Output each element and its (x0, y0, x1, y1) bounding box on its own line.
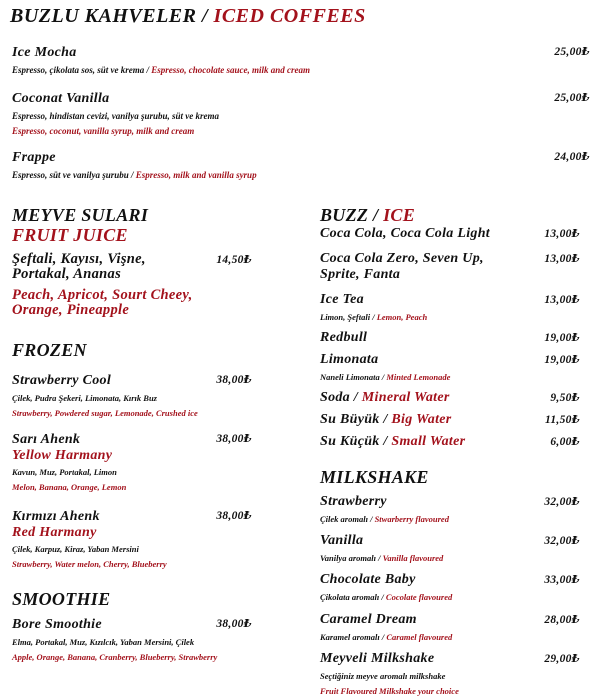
desc-tr: Seçtiğiniz meyve aromalı milkshake (320, 671, 446, 681)
item-price: 38,00₺ (216, 433, 252, 445)
menu-item-fruit-juice (12, 252, 252, 318)
desc-en: Cocolate flavoured (385, 592, 453, 602)
section-title-en: FRUIT JUICE (12, 225, 128, 245)
desc-en: Fruit Flavoured Milkshake your choice (320, 686, 459, 696)
menu-item-strawberry-cool (12, 373, 252, 419)
title-separator: / (368, 205, 384, 225)
item-price: 32,00₺ (544, 535, 580, 547)
section-title-en: ICED COFFEES (213, 5, 366, 27)
item-name-line1: Şeftali, Kayısı, Vişne, (12, 251, 146, 267)
item-name-en: Red Harmany (12, 525, 97, 540)
item-price: 32,00₺ (544, 496, 580, 508)
desc-separator: / (144, 65, 152, 75)
menu-item-su-kucuk (320, 434, 580, 450)
desc-tr: Naneli Limonata (320, 372, 380, 382)
item-name: Bore Smoothie (12, 617, 102, 632)
desc-tr: Espresso, süt ve vanilya şurubu (12, 170, 129, 180)
menu-item-coca-cola (320, 226, 580, 242)
item-price: 6,00₺ (550, 436, 580, 448)
desc-tr: Elma, Portakal, Muz, Kızılcık, Yaban Mersini, Çilek (12, 637, 195, 647)
desc-tr: Çilek, Pudra Şekeri, Limonata, Kırık Buz (12, 393, 157, 403)
item-name: Coca Cola, Coca Cola Light (320, 226, 490, 241)
menu-item-coca-cola-zero (320, 251, 580, 283)
menu-item-caramel-dream (320, 612, 580, 643)
item-price: 24,00₺ (554, 151, 590, 163)
desc-en: Melon, Banana, Orange, Lemon (12, 482, 127, 492)
item-description (320, 311, 580, 323)
item-name: Chocolate Baby (320, 572, 416, 587)
desc-tr: Çikolata aromalı (320, 592, 380, 602)
menu-item-meyveli-milkshake (320, 651, 580, 697)
item-name: Ice Mocha (12, 45, 77, 60)
desc-tr: Vanilya aromalı (320, 553, 376, 563)
item-name-en: Yellow Harmany (12, 448, 113, 463)
desc-en: Espresso, coconut, vanilla syrup, milk and cream (12, 126, 195, 136)
desc-tr: Çilek aromalı (320, 514, 368, 524)
item-name: Sarı Ahenk (12, 432, 81, 447)
item-name: Redbull (320, 330, 368, 345)
item-name: Strawberry Cool (12, 373, 112, 388)
desc-separator: / (367, 514, 375, 524)
menu-item-su-buyuk (320, 412, 580, 428)
section-title-tr: MEYVE SULARI (12, 205, 149, 225)
item-price: 33,00₺ (544, 574, 580, 586)
section-title-smoothie: SMOOTHIE (12, 589, 111, 609)
item-name: Vanilla (320, 533, 364, 548)
item-name: Su Küçük (320, 434, 380, 449)
desc-tr: Çilek, Karpuz, Kiraz, Yaban Mersini (12, 544, 139, 554)
desc-tr: Espresso, çikolata sos, süt ve krema (12, 65, 145, 75)
menu-item-kirmizi-ahenk (12, 509, 252, 570)
desc-tr: Limon, Şeftali (320, 312, 371, 322)
desc-en: Espresso, milk and vanilla syrup (135, 170, 257, 180)
section-title-en: ICE (383, 205, 416, 225)
item-description (12, 169, 590, 181)
menu-item-sari-ahenk (12, 432, 252, 493)
item-price: 25,00₺ (554, 46, 590, 58)
desc-en: Stwarberry flavoured (374, 514, 449, 524)
item-price: 38,00₺ (216, 374, 252, 386)
item-name-en-line1: Peach, Apricot, Sourt Cheey, (12, 287, 193, 303)
desc-tr: Espresso, hindistan cevizi, vanilya şurubu, süt ve krema (12, 111, 220, 121)
item-name-en: Mineral Water (361, 390, 450, 405)
item-price: 38,00₺ (216, 510, 252, 522)
item-name: Su Büyük (320, 412, 380, 427)
section-title-milkshake: MILKSHAKE (320, 467, 429, 487)
menu-item-chocolate-baby (320, 572, 580, 603)
item-price: 13,00₺ (544, 228, 580, 240)
name-separator: / (350, 390, 362, 405)
item-price: 19,00₺ (544, 332, 580, 344)
desc-separator: / (379, 632, 387, 642)
item-name: Frappe (12, 150, 56, 165)
item-price: 13,00₺ (544, 294, 580, 306)
item-price: 14,50₺ (216, 254, 252, 266)
item-name-en: Small Water (391, 434, 466, 449)
section-title-iced-coffees (10, 5, 366, 28)
menu-item-soda (320, 390, 580, 406)
item-name: Kırmızı Ahenk (12, 509, 100, 524)
item-price: 25,00₺ (554, 92, 590, 104)
menu-item-frappe (12, 150, 590, 181)
menu-item-ice-mocha (12, 45, 590, 76)
desc-separator: / (128, 170, 136, 180)
menu-item-ice-tea (320, 292, 580, 323)
desc-tr: Karamel aromalı (320, 632, 380, 642)
item-price: 38,00₺ (216, 618, 252, 630)
title-separator: / (196, 5, 214, 27)
desc-separator: / (379, 372, 387, 382)
desc-separator: / (375, 553, 383, 563)
section-title-tr: BUZLU KAHVELER (10, 5, 197, 27)
item-name: Meyveli Milkshake (320, 651, 435, 666)
section-title-buzz-ice (320, 205, 415, 225)
item-name-en: Big Water (391, 412, 452, 427)
desc-en: Lemon, Peach (376, 312, 428, 322)
desc-en: Strawberry, Water melon, Cherry, Blueberry (12, 559, 167, 569)
item-name-line1: Coca Cola Zero, Seven Up, (320, 251, 484, 266)
desc-en: Apple, Orange, Banana, Cranberry, Blueberry, Strawberry (12, 652, 218, 662)
item-price: 19,00₺ (544, 354, 580, 366)
name-separator: / (379, 412, 392, 427)
item-name: Soda (320, 390, 350, 405)
item-price: 11,50₺ (544, 414, 580, 426)
name-separator: / (379, 434, 392, 449)
desc-en: Vanilla flavoured (382, 553, 444, 563)
item-name: Coconat Vanilla (12, 91, 110, 106)
section-title-fruit-juice (12, 205, 148, 245)
menu-item-bore-smoothie (12, 617, 252, 663)
item-name: Limonata (320, 352, 379, 367)
item-name-line2: Sprite, Fanta (320, 267, 401, 282)
desc-separator: / (379, 592, 386, 602)
menu-item-coconat-vanilla (12, 91, 590, 137)
desc-separator: / (370, 312, 377, 322)
item-price: 9,50₺ (550, 392, 580, 404)
item-name: Caramel Dream (320, 612, 417, 627)
item-description (12, 64, 590, 76)
item-description (320, 371, 580, 383)
desc-en: Minted Lemonade (386, 372, 451, 382)
desc-tr: Kavun, Muz, Portakal, Limon (12, 467, 117, 477)
menu-item-redbull (320, 330, 580, 346)
item-name-line2: Portakal, Ananas (12, 266, 122, 282)
item-name-en-line2: Orange, Pineapple (12, 302, 130, 318)
menu-item-limonata (320, 352, 580, 383)
menu-item-milkshake-vanilla (320, 533, 580, 564)
desc-en: Strawberry, Powdered sugar, Lemonade, Crushed ice (12, 408, 198, 418)
section-title-tr: BUZZ (320, 205, 369, 225)
item-name: Ice Tea (320, 292, 364, 307)
menu-item-milkshake-strawberry (320, 494, 580, 525)
item-price: 13,00₺ (544, 253, 580, 265)
item-price: 29,00₺ (544, 653, 580, 665)
item-price: 28,00₺ (544, 614, 580, 626)
desc-en: Espresso, chocolate sauce, milk and cream (151, 65, 311, 75)
item-name: Strawberry (320, 494, 387, 509)
section-title-frozen: FROZEN (12, 340, 87, 360)
desc-en: Caramel flavoured (386, 632, 453, 642)
